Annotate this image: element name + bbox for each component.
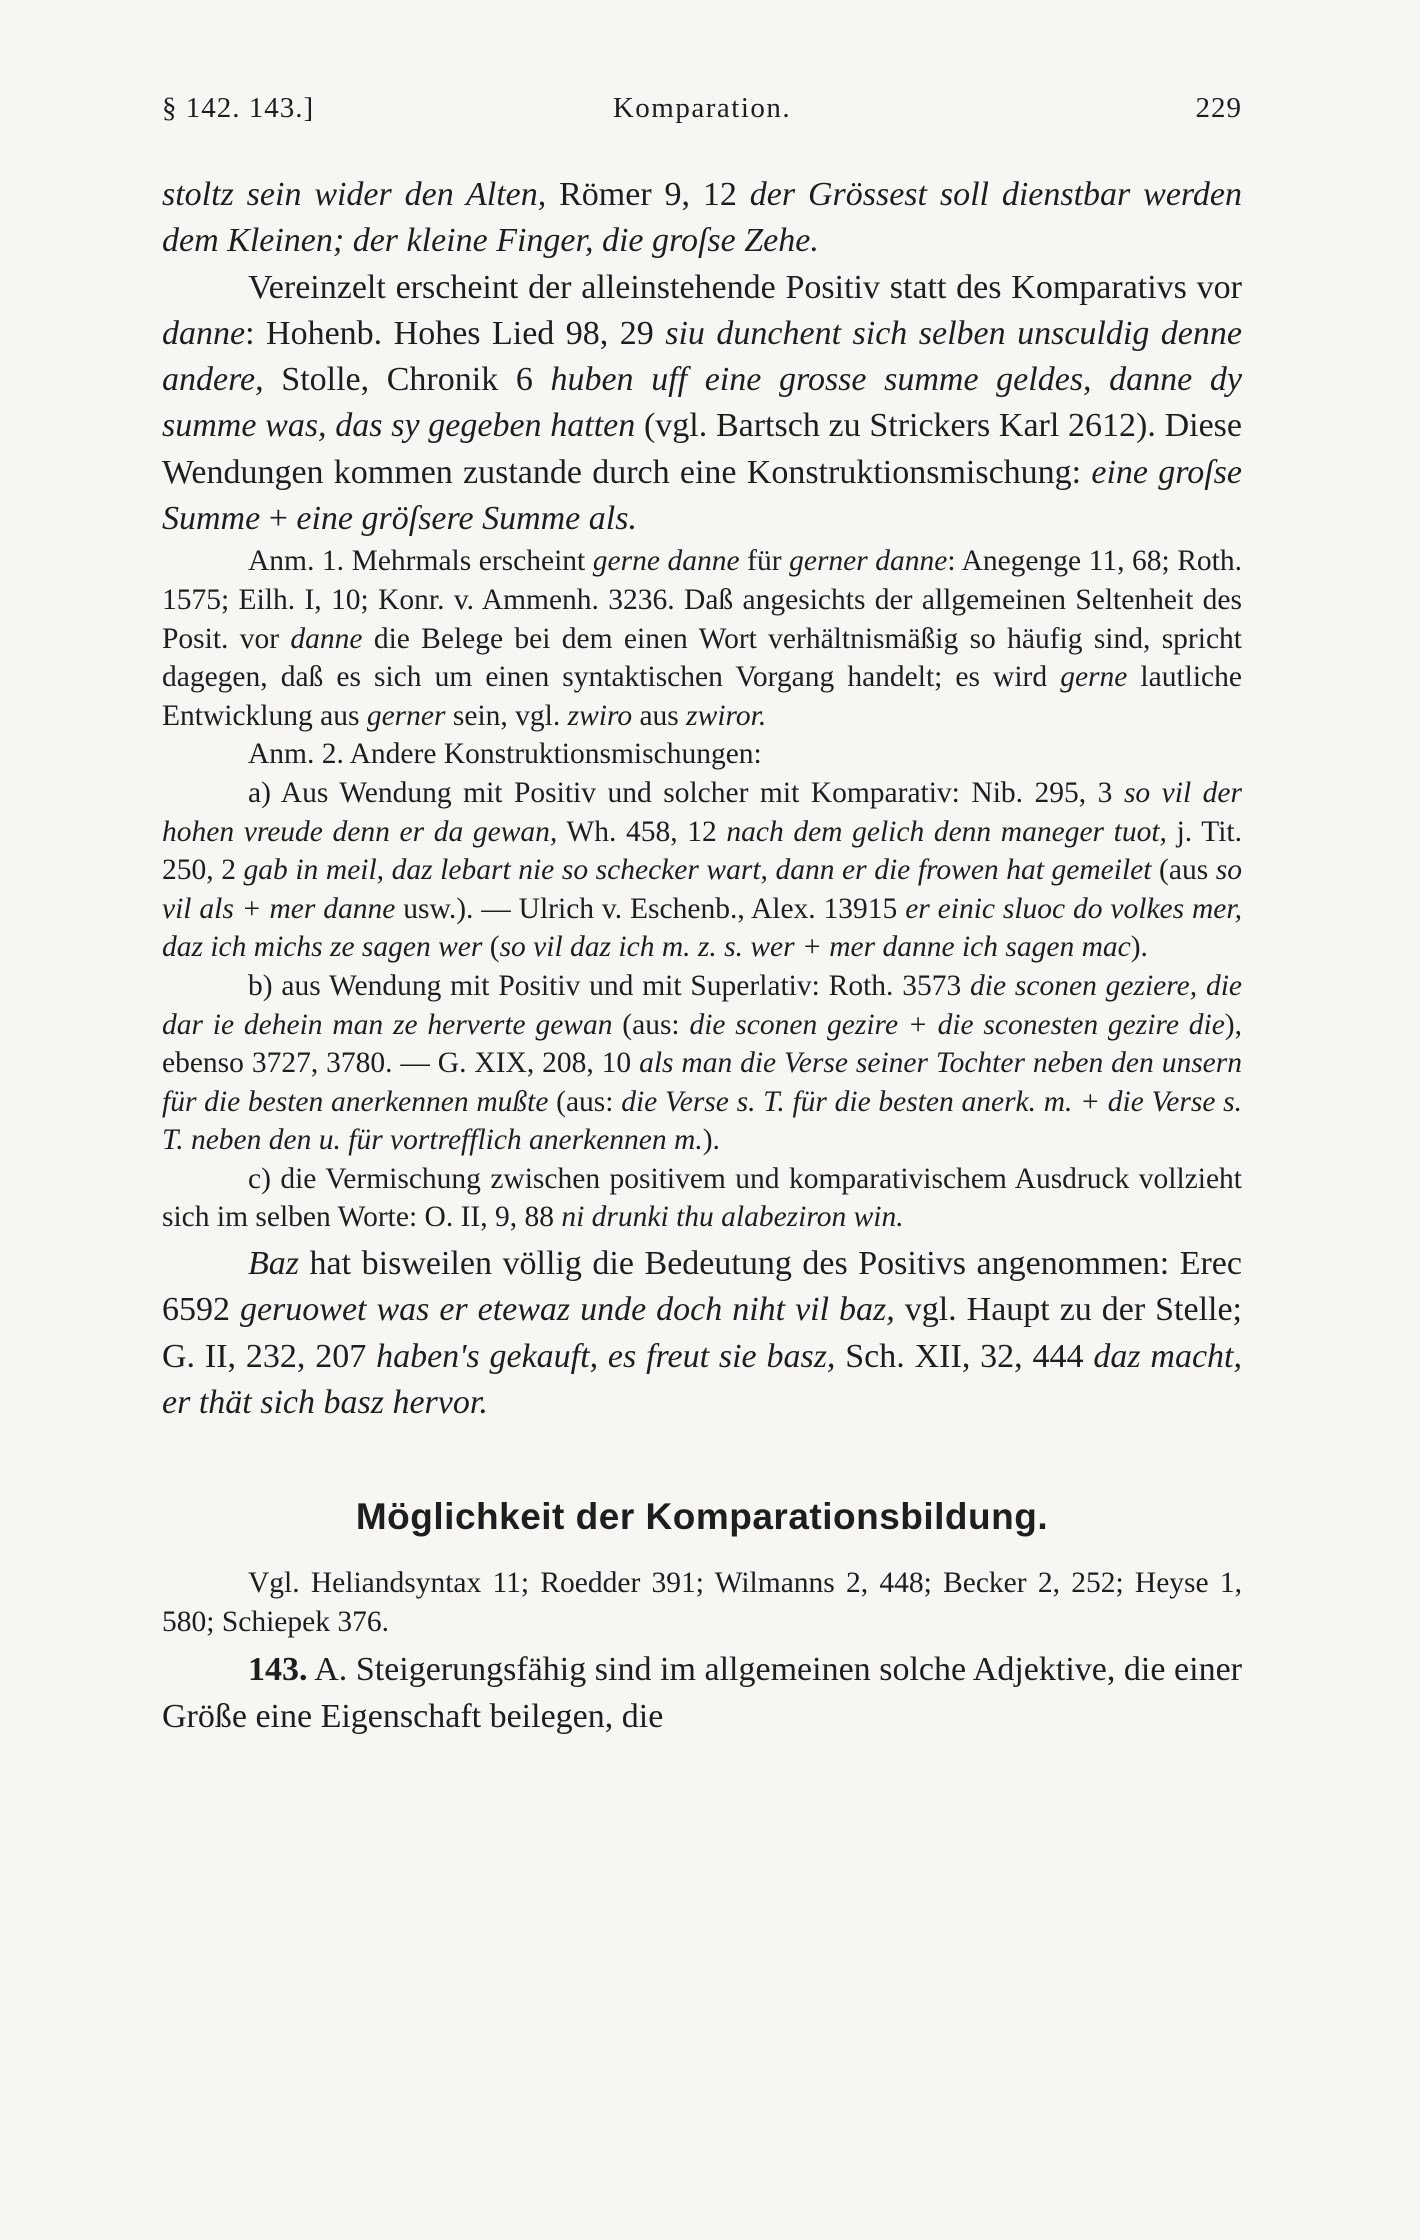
paragraph-positive-before-danne: [162, 265, 1242, 543]
running-header: [162, 92, 1242, 132]
quote: die sconen geziere, die dar ie dehein man ze herverte gewan: [162, 969, 1242, 1041]
text: ).: [1130, 931, 1148, 964]
quote: gab in meil, daz lebart nie so schecker wart, dann er die frowen hat gemeilet: [243, 854, 1152, 887]
quote: danne: [290, 622, 363, 655]
paragraph-number: 143.: [248, 1651, 308, 1689]
paragraph-baz: [162, 1241, 1242, 1426]
text: usw.). — Ulrich v. Eschenb., Alex. 13915: [395, 892, 906, 925]
text: (: [482, 931, 500, 964]
text: Vereinzelt erscheint der alleinstehende Positiv statt des Komparativs vor: [248, 268, 1242, 306]
text: (aus: [1151, 854, 1216, 887]
quote: stoltz sein wider den Alten,: [162, 176, 547, 213]
text: c) die Vermischung zwischen positivem und komparativischem Ausdruck vollzieht sich im selben Worte: O. II, 9, 88: [162, 1162, 1242, 1234]
quote: gerne danne: [592, 545, 740, 578]
quote: die sconen gezire + die sconesten gezire die: [689, 1008, 1225, 1041]
quote: Baz: [248, 1245, 299, 1283]
text: aus: [632, 699, 687, 732]
note-2c: [162, 1160, 1242, 1237]
quote: zwiror.: [686, 699, 767, 732]
text: A. Steigerungsfähig sind im allgemeinen solche Adjektive, die einer Größe eine Eigenschaft beilegen, die: [162, 1651, 1242, 1735]
quote: gerner danne: [789, 545, 948, 578]
quote: gerne: [1060, 661, 1128, 694]
quote: eine groſse Summe: [162, 453, 1242, 538]
text: Anm. 1. Mehrmals erscheint: [248, 545, 593, 578]
quote: so vil der hohen vreude denn er da gewan,: [162, 776, 1242, 848]
text: Sch. XII, 32, 444: [835, 1337, 1094, 1375]
note-1: [162, 542, 1242, 735]
section-reference: § 142. 143.]: [162, 92, 315, 124]
text: : Hohenb. Hohes Lied 98, 29: [245, 314, 666, 352]
quote: so vil als + mer danne: [162, 854, 1242, 925]
text: Wh. 458, 12: [557, 815, 727, 848]
quote: nach dem gelich denn maneger tuot,: [726, 815, 1167, 848]
text: b) aus Wendung mit Positiv und mit Superlativ: Roth. 3573: [248, 969, 971, 1002]
quote: gerner: [366, 699, 446, 732]
paragraph-continuation: [162, 172, 1242, 265]
text: Römer 9, 12: [546, 176, 750, 213]
text: ), ebenso 3727, 3780. — G. XIX, 208, 10: [162, 1008, 1242, 1080]
text: sein, vgl.: [445, 699, 568, 732]
quote: als man die Verse seiner Tochter neben den unsern für die besten anerkennen mußte: [162, 1047, 1242, 1118]
quote: so vil daz ich m. z. s. wer + mer danne ich sagen mac: [499, 931, 1131, 964]
quote: huben uff eine grosse summe geldes, danne dy summe was, das sy gegeben hatten: [162, 361, 1242, 445]
section-heading: Möglichkeit der Komparationsbildung.: [355, 1496, 1049, 1538]
quote: die Verse s. T. für die besten anerk. m. + die Verse s. T. neben den u. für vortrefflich anerkennen m.: [162, 1085, 1243, 1157]
text: : Anegenge 11, 68; Roth. 1575; Eilh. I, 10; Konr. v. Ammenh. 3236. Daß angesichts der allgemeinen Seltenheit des Posit. vor: [162, 545, 1242, 655]
chapter-title: Komparation.: [612, 92, 792, 124]
quote: zwiro: [567, 699, 633, 732]
text: (aus:: [612, 1008, 690, 1041]
bibliography-note: Vgl. Heliandsyntax 11; Roedder 391; Wilmanns 2, 448; Becker 2, 252; Heyse 1, 580; Schiepek 376.: [162, 1567, 1242, 1638]
quote: der Grössest soll dienstbar werden dem Kleinen; der kleine Finger, die groſse Zehe.: [162, 176, 1242, 260]
quote: daz macht, er thät sich basz hervor.: [162, 1337, 1243, 1421]
quote: danne: [162, 314, 246, 352]
text: für: [739, 545, 790, 578]
text: +: [260, 500, 297, 538]
quote: ni drunki thu alabeziron win.: [561, 1201, 904, 1234]
quote: siu dunchent sich selben unsculdig denne andere,: [162, 314, 1242, 399]
text: die Belege bei dem einen Wort verhältnismäßig so häufig sind, spricht dagegen, daß es sich um einen syntaktischen Vorgang handelt; es wird: [162, 622, 1242, 694]
text: a) Aus Wendung mit Positiv und solcher mit Komparativ: Nib. 295, 3: [248, 776, 1124, 809]
paragraph-143: [162, 1647, 1242, 1740]
note-2a: [162, 774, 1242, 967]
note-2b: [162, 967, 1242, 1160]
text: j. Tit. 250, 2: [162, 815, 1242, 887]
quote: geruowet was er etewaz unde doch niht vil baz,: [239, 1291, 895, 1329]
text: lautliche Entwicklung aus: [162, 661, 1242, 732]
text: hat bisweilen völlig die Bedeutung des Positivs angenommen: Erec 6592: [162, 1245, 1242, 1329]
page-body: [162, 172, 1242, 1740]
note-2-heading: Anm. 2. Andere Konstruktionsmischungen:: [248, 738, 762, 771]
text: Stolle, Chronik 6: [263, 361, 551, 399]
quote: eine gröſsere Summe als.: [296, 500, 637, 538]
text: (vgl. Bartsch zu Strickers Karl 2612). Diese Wendungen kommen zustande durch eine Konstruktionsmischung:: [162, 407, 1242, 491]
text: ).: [702, 1124, 720, 1157]
quote: er einic sluoc do volkes mer, daz ich michs ze sagen wer: [162, 892, 1242, 964]
quote: haben's gekauft, es freut sie basz,: [376, 1337, 836, 1375]
text: vgl. Haupt zu der Stelle; G. II, 232, 207: [162, 1291, 1242, 1375]
text: (aus:: [548, 1085, 622, 1118]
page-number: 229: [1195, 92, 1242, 124]
